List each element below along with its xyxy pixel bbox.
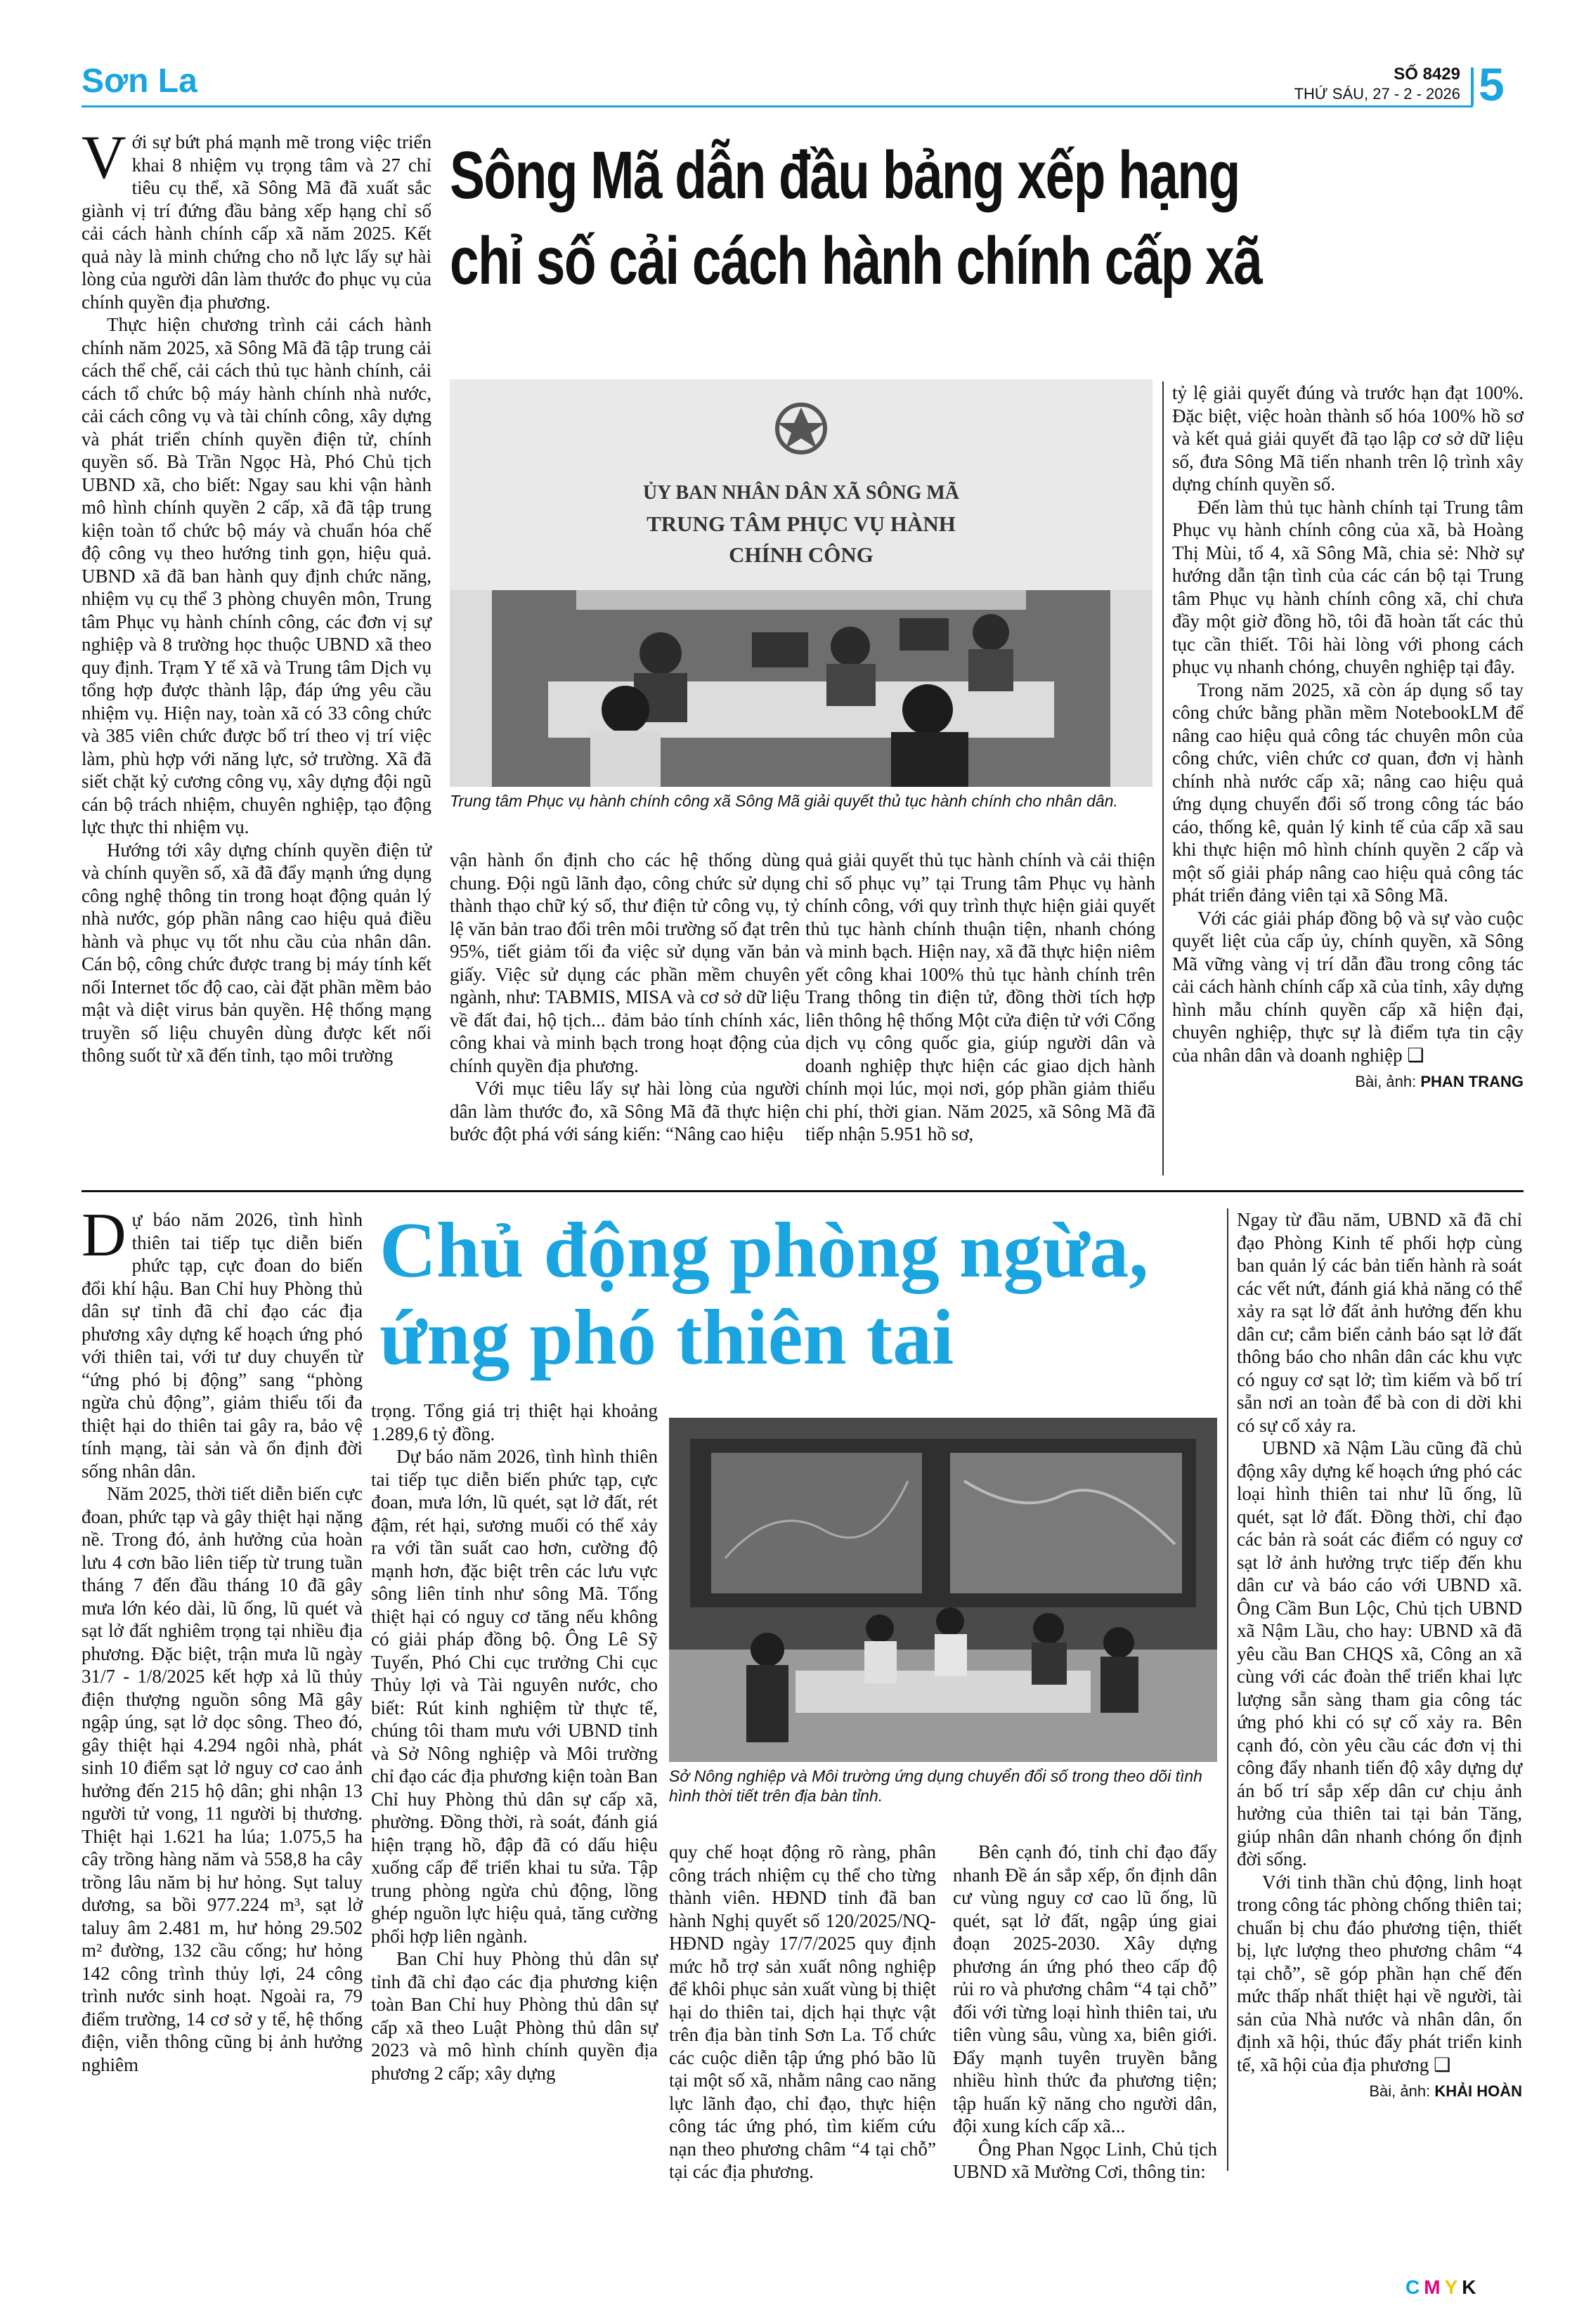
- paragraph: Ông Phan Ngọc Linh, Chủ tịch UBND xã Mường Cơi, thông tin:: [953, 2138, 1217, 2182]
- article1-caption: Trung tâm Phục vụ hành chính công xã Sông Mã giải quyết thủ tục hành chính cho nhân dân.: [450, 792, 1118, 810]
- cmyk-marks: [1405, 2276, 1480, 2299]
- photo-sign-line2: TRUNG TÂM PHỤC VỤ HÀNH CHÍNH CÔNG: [647, 511, 956, 567]
- paragraph: trọng. Tổng giá trị thiệt hại khoảng 1.289,6 tỷ đồng.: [371, 1400, 658, 1444]
- cmyk-m: M: [1424, 2276, 1445, 2298]
- article2-title-line1: Chủ động phòng ngừa,: [379, 1207, 1149, 1294]
- article1-title-line1: Sông Mã dẫn đầu bảng xếp hạng: [450, 138, 1240, 213]
- paragraph: Năm 2025, thời tiết diễn biến cực đoan, phức tạp và gây thiệt hại nặng nề. Trong đó, ảnh hưởng của hoàn lưu 4 cơn bão liên tiếp từ trung tuần tháng 7 đến đầu tháng 10 đã gây mưa lớn kéo dài, lũ ống, lũ quét và sạt lở đất nghiêm trọng tại nhiều địa phương. Đặc biệt, trận mưa lũ ngày 31/7 - 1/8/2025 kết hợp xả lũ thủy điện thượng nguồn sông Mã gây ngập úng, sạt lở dọc sông. Theo đó, gây thiệt hại 4.294 ngôi nhà, phát sinh 10 điểm sạt lở nguy cơ cao ảnh hưởng đến 215 hộ dân; ghi nhận 13 người tử vong, 11 người bị thương. Thiệt hại 1.621 ha lúa; 1.075,5 ha cây trồng hàng năm và 558,8 ha cây trồng lâu năm bị hư hỏng. Sụt taluy dương, sa bồi 977.224 m³, sạt lở taluy âm 2.481 m, hư hỏng 29.502 m² đường, 132 cầu cống; hư hỏng 142 công trình thủy lợi, 24 công trình nước sinh hoạt. Ngoài ra, 79 điểm trường, 14 cơ sở y tế, hệ thống điện, viễn thông cũng bị ảnh hưởng nghiêm: [82, 1483, 363, 2075]
- page-number: 5: [1479, 58, 1505, 110]
- paragraph: Với các giải pháp đồng bộ và sự vào cuộc quyết liệt của cấp ủy, chính quyền, xã Sông Mã vững vàng vị trí dẫn đầu trong công tác cải cách hành chính cấp xã của tỉnh, xây dựng hình mẫu chính quyền cấp xã hiện đại, chuyên nghiệp, thực sự là điểm tựa tin cậy của nhân dân và doanh nghiệp ❑: [1172, 907, 1524, 1066]
- article2-col3: [669, 1841, 936, 2183]
- article1-col2: [450, 849, 800, 1146]
- byline-label: Bài, ảnh:: [1355, 1073, 1417, 1090]
- photo-scene: [450, 379, 1152, 787]
- byline-author: PHAN TRANG: [1420, 1073, 1524, 1090]
- paragraph: Trong năm 2025, xã còn áp dụng sổ tay công chức bằng phần mềm NotebookLM để nâng cao hiệu quả công tác chuyên môn của công chức, viên chức cơ quan, đơn vị hành chính nhà nước cấp xã; nâng cao hiệu quả ứng dụng chuyển đổi số trong công tác báo cáo, thống kê, quản lý kinh tế của cấp xã sau khi thực hiện mô hình chính quyền 2 cấp và một số giải pháp nâng cao hiệu quả công tác phát triển đảng viên tại xã Sông Mã.: [1172, 679, 1524, 906]
- article2-title-line2: ứng phó thiên tai: [379, 1294, 954, 1381]
- paragraph: Ban Chỉ huy Phòng thủ dân sự tỉnh đã chỉ đạo các địa phương kiện toàn Ban Chỉ huy Phòng thủ dân sự cấp xã theo Luật Phòng thủ dân sự 2023 và mô hình chính quyền địa phương 2 cấp; xây dựng: [371, 1948, 658, 2084]
- column-rule: [1162, 381, 1164, 1175]
- paragraph: tỷ lệ giải quyết đúng và trước hạn đạt 100%. Đặc biệt, việc hoàn thành số hóa 100% hồ sơ và kết quả giải quyết đã tạo lập cơ sở dữ liệu số, đưa Sông Mã tiến nhanh trên lộ trình xây dựng chính quyền số.: [1172, 382, 1524, 495]
- article2-caption: Sở Nông nghiệp và Môi trường ứng dụng chuyển đổi số trong theo dõi tình hình thời tiết trên địa bàn tỉnh.: [669, 1767, 1202, 1805]
- paragraph: Bên cạnh đó, tỉnh chỉ đạo đẩy nhanh Đề án sắp xếp, ổn định dân cư vùng nguy cơ cao lũ ống, lũ quét, sạt lở đất, ngập úng giai đoạn 2025-2030. Xây dựng phương án ứng phó theo cấp độ rủi ro và phương châm “4 tại chỗ” đối với từng loại hình thiên tai, ưu tiên vùng sâu, vùng xa, biên giới. Đẩy mạnh tuyên truyền bằng nhiều hình thức đa phương tiện; tập huấn kỹ năng cho người dân, đội xung kích cấp xã...: [953, 1841, 1217, 2136]
- article1-col1: [82, 124, 431, 1067]
- issue-number: SỐ 8429: [1394, 65, 1460, 84]
- article1-title-line2: chỉ số cải cách hành chính cấp xã: [450, 223, 1262, 299]
- header-rule: [82, 105, 1473, 107]
- paragraph: quy chế hoạt động rõ ràng, phân công trách nhiệm cụ thể cho từng thành viên. HĐND tỉnh đã ban hành Nghị quyết số 120/2025/NQ-HĐND ngày 17/7/2025 quy định mức hỗ trợ sản xuất nông nghiệp để khôi phục sản xuất vùng bị thiệt hại do thiên tai, dịch hại thực vật trên địa bàn tỉnh Sơn La. Tổ chức các cuộc diễn tập ứng phó bão lũ tại một số xã, nhằm nâng cao năng lực lãnh đạo, chỉ đạo, thực hiện công tác ứng phó, tìm kiếm cứu nạn theo phương châm “4 tại chỗ” tại các địa phương.: [669, 1841, 936, 2182]
- photo-sign-line1: ỦY BAN NHÂN DÂN XÃ SÔNG MÃ: [642, 482, 960, 504]
- article2-col1: [82, 1201, 363, 2076]
- paragraph: Với mục tiêu lấy sự hài lòng của người dân làm thước đo, xã Sông Mã đã thực hiện bước đột phá với sáng kiến: “Nâng cao hiệu: [450, 1078, 800, 1144]
- cmyk-y: Y: [1444, 2276, 1462, 2298]
- byline-author: KHẢI HOÀN: [1434, 2082, 1522, 2100]
- photo-scene: [669, 1418, 1217, 1762]
- article2-col5: [1237, 1208, 1522, 2103]
- photo-sign: [618, 478, 984, 570]
- issue-info: [1294, 65, 1460, 104]
- article1-byline: [1172, 1071, 1524, 1094]
- paragraph: UBND xã Nậm Lầu cũng đã chủ động xây dựng kế hoạch ứng phó các loại hình thiên tai như lũ ống, lũ quét, sạt lở đất. Đồng thời, chỉ đạo các bản rà soát các điểm có nguy cơ sạt lở ảnh hưởng trực tiếp đến khu dân cư và báo cáo với UBND xã. Ông Cầm Bun Lộc, Chủ tịch UBND xã Nậm Lầu, cho hay: UBND xã đã yêu cầu Ban CHQS xã, Công an xã cùng với các đoàn thể triển khai lực lượng sẵn sàng tham gia công tác ứng phó khi có sự cố xảy ra. Bên cạnh đó, còn yêu cầu các đơn vị thi công đẩy nhanh tiến độ xây dựng dự án bố trí sắp xếp dân cư chịu ảnh hưởng của thiên tai tại bản Tăng, giúp nhân dân nhanh chóng ổn định đời sống.: [1237, 1437, 1522, 1869]
- paragraph: quả giải quyết thủ tục hành chính và cải thiện chỉ số phục vụ” tại Trung tâm Phục vụ hành chính công, với quy trình thực hiện giải quyết thủ tục hành chính thuận tiện, nhanh chóng và minh bạch. Hiện nay, xã đã thực hiện niêm yết công khai 100% thủ tục hành chính trên Trang thông tin điện tử, đồng thời tích hợp liên thông hệ thống Một cửa điện tử với Cổng dịch vụ công quốc gia, giúp người dân và doanh nghiệp thực hiện các giao dịch hành chính mọi lúc, mọi nơi, góp phần giảm thiểu chi phí, thời gian. Năm 2025, xã Sông Mã đã tiếp nhận 5.951 hồ sơ,: [805, 849, 1155, 1144]
- paragraph: Hướng tới xây dựng chính quyền điện tử và chính quyền số, xã đã đẩy mạnh ứng dụng công nghệ thông tin trong hoạt động quản lý nhà nước, góp phần nâng cao hiệu quả điều hành và phục vụ tốt nhu cầu của nhân dân. Cán bộ, công chức được trang bị máy tính kết nối Internet tốc độ cao, cài đặt phần mềm bảo mật và diệt virus bản quyền. Hệ thống mạng truyền số liệu chuyên dùng được kết nối thông suốt từ xã đến tỉnh, tạo môi trường: [82, 839, 431, 1066]
- article1-photo: [450, 379, 1152, 787]
- article2-byline: [1237, 2080, 1522, 2103]
- paragraph: Dự báo năm 2026, tình hình thiên tai tiếp tục diễn biến phức tạp, cực đoan, mưa lớn, lũ quét, sạt lở đất, rét đậm, rét hại, sương muối có thể xảy ra với tần suất cao hơn, cường độ mạnh hơn, đặc biệt trên các lưu vực sông liên tỉnh như sông Mã. Tổng thiệt hại có nguy cơ tăng nếu không có giải pháp đồng bộ. Ông Lê Sỹ Tuyến, Phó Chi cục trưởng Chi cục Thủy lợi và Tài nguyên nước, cho biết: Rút kinh nghiệm từ thực tế, chúng tôi tham mưu với UBND tỉnh và Sở Nông nghiệp và Môi trường chỉ đạo các địa phương kiện toàn Ban Chỉ huy Phòng thủ dân sự cấp xã, phường. Đồng thời, rà soát, đánh giá hiện trạng hồ, đập đã có dấu hiệu xuống cấp để triển khai tu sửa. Tập trung phòng ngừa chủ động, lồng ghép nguồn lực hiệu quả, tăng cường phối hợp liên ngành.: [371, 1446, 658, 1947]
- paragraph: ới sự bứt phá mạnh mẽ trong việc triển khai 8 nhiệm vụ trọng tâm và 27 chỉ tiêu cụ thể, xã Sông Mã đã xuất sắc giành vị trí đứng đầu bảng xếp hạng chỉ số cải cách hành chính cấp xã năm 2025. Kết quả này là minh chứng cho nỗ lực lấy sự hài lòng của người dân làm thước đo phục vụ của chính quyền địa phương.: [82, 131, 431, 313]
- section-name: Sơn La: [82, 63, 197, 100]
- article2-dropcap: D: [82, 1201, 126, 1269]
- paragraph: Đến làm thủ tục hành chính tại Trung tâm Phục vụ hành chính công của xã, bà Hoàng Thị Mùi, tổ 4, xã Sông Mã, chia sẻ: Nhờ sự hướng dẫn tận tình của các cán bộ tại Trung tâm Phục vụ hành chính công xã, chỉ chưa đầy một giờ đồng hồ, tôi đã hoàn tất các thủ tục cần thiết. Tôi hài lòng với phong cách phục vụ nhanh chóng, chuyên nghiệp tại đây.: [1172, 496, 1524, 677]
- byline-label: Bài, ảnh:: [1369, 2082, 1431, 2100]
- article2-col4: [953, 1841, 1217, 2183]
- column-rule: [1227, 1208, 1228, 2171]
- paragraph: Ngay từ đầu năm, UBND xã đã chỉ đạo Phòng Kinh tế phối hợp cùng ban quản lý các bản tiến hành rà soát các vết nứt, đánh giá khả năng có thể xảy ra sạt lở đất ảnh hưởng đến khu dân cư; cắm biển cảnh báo sạt lở đất thông báo cho nhân dân các khu vực có nguy cơ sạt lở; tìm kiếm và bố trí sẵn nơi an toàn để bà con di dời khi có sự cố xảy ra.: [1237, 1209, 1522, 1436]
- paragraph: ự báo năm 2026, tình hình thiên tai tiếp tục diễn biến phức tạp, cực đoan do biến đổi khí hậu. Ban Chỉ huy Phòng thủ dân sự tỉnh đã chỉ đạo các địa phương xây dựng kế hoạch ứng phó với thiên tai, với tư duy chuyển từ “ứng phó bị động” sang “phòng ngừa chủ động”, giảm thiểu tối đa thiệt hại do thiên tai gây ra, bảo vệ tính mạng, tài sản và ổn định đời sống nhân dân.: [82, 1209, 363, 1482]
- article2-photo: [669, 1418, 1217, 1762]
- paragraph: Với tinh thần chủ động, linh hoạt trong công tác phòng chống thiên tai; chuẩn bị chu đáo phương tiện, thiết bị, lực lượng theo phương châm “4 tại chỗ”, sẽ góp phần hạn chế đến mức thấp nhất thiệt hại về người, tài sản của Nhà nước và nhân dân, ổn định xã hội, thúc đẩy phát triển kinh tế, xã hội của địa phương ❑: [1237, 1871, 1522, 2075]
- paragraph: Thực hiện chương trình cải cách hành chính năm 2025, xã Sông Mã đã tập trung cải cách thể chế, cải cách thủ tục hành chính, cải cách tổ chức bộ máy hành chính nhà nước, cải cách công vụ và tài chính công, xây dựng và phát triển chính quyền điện tử, chính quyền số. Bà Trần Ngọc Hà, Phó Chủ tịch UBND xã, cho biết: Ngay sau khi vận hành mô hình chính quyền 2 cấp, xã đã tập trung kiện toàn tổ chức bộ máy và chuẩn hóa chế độ công vụ theo hướng tinh gọn, hiệu quả. UBND xã đã ban hành quy định chức năng, nhiệm vụ cụ thể 3 phòng chuyên môn, Trung tâm Phục vụ hành chính công, các đơn vị sự nghiệp và 8 trường học thuộc UBND xã theo quy định. Trạm Y tế xã và Trung tâm Dịch vụ tổng hợp được thành lập, đáp ứng yêu cầu nhiệm vụ. Hiện nay, toàn xã có 33 công chức và 385 viên chức được bố trí theo vị trí việc làm, phù hợp với năng lực, sở trường. Xã đã siết chặt kỷ cương công vụ, xây dựng đội ngũ cán bộ trách nhiệm, chuyên nghiệp, tạo động lực thực thi nhiệm vụ.: [82, 314, 431, 837]
- article-divider: [82, 1190, 1524, 1192]
- article1-col3: [805, 849, 1155, 1146]
- paragraph: vận hành ổn định cho các hệ thống dùng chung. Đội ngũ lãnh đạo, công chức sử dụng thành thạo chữ ký số, thư điện tử công vụ, tỷ lệ văn bản trao đổi trên môi trường số đạt trên 95%, tiết giảm tối đa việc sử dụng văn bản giấy. Việc sử dụng các phần mềm chuyên ngành, như: TABMIS, MISA và cơ sở dữ liệu về đất đai, hộ tịch... đảm bảo tính chính xác, công khai và minh bạch trong hoạt động của chính quyền địa phương.: [450, 849, 800, 1076]
- article1-dropcap: V: [82, 124, 126, 192]
- page-divider: [1471, 67, 1474, 105]
- issue-date: THỨ SÁU, 27 - 2 - 2026: [1294, 85, 1460, 103]
- article2-col2: [371, 1399, 658, 2084]
- article1-col4: [1172, 381, 1524, 1094]
- cmyk-k: K: [1462, 2276, 1481, 2298]
- cmyk-c: C: [1405, 2276, 1424, 2298]
